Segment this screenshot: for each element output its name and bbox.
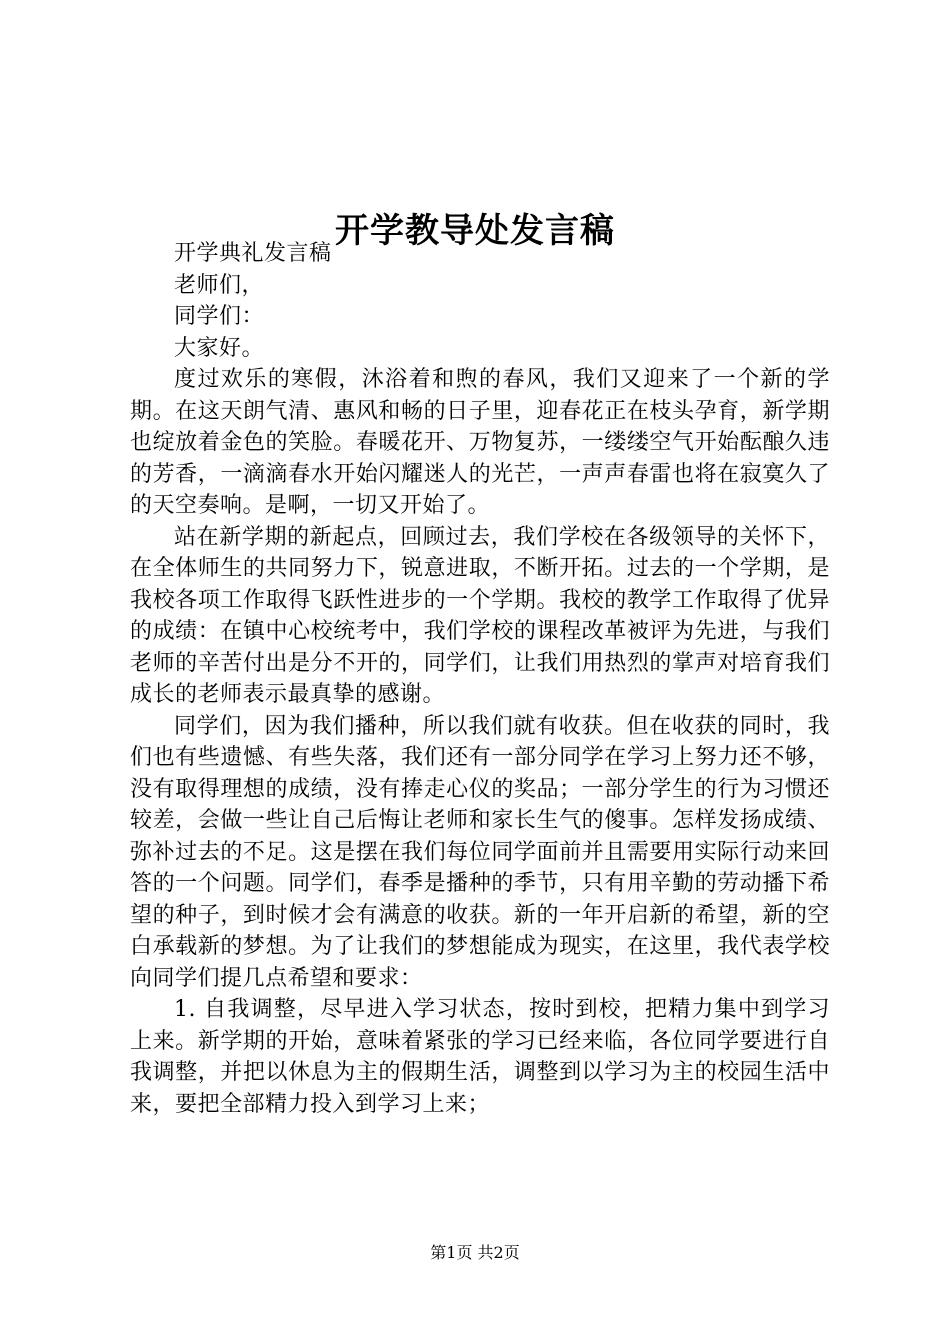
paragraph-heading: 开学典礼发言稿: [174, 241, 332, 266]
paragraph-greeting-teachers: 老师们，: [174, 272, 265, 298]
paragraph-greeting-all: 大家好。: [174, 335, 265, 361]
paragraph-reflection: 同学们，因为我们播种，所以我们就有收获。但在收获的同时，我们也有些遗憾、有些失落，我们还有一部分同学在学习上努力还不够，没有取得理想的成绩，没有捧走心仪的奖品；一部分学生的行为习惯还较差，会做一些让自己后悔让老师和家长生气的傻事。怎样发扬成绩、弥补过去的不足。这是摆在我们每位同学面前并且需要用实际行动来回答的一个问题。同学们，春季是播种的季节，只有用辛勤的劳动播下希望的种子，到时候才会有满意的收获。新的一年开启新的希望，新的空白承载新的梦想。为了让我们的梦想能成为现实，在这里，我代表学校向同学们提几点希望和要求：: [130, 713, 830, 991]
paragraph-requirement-1: 1. 自我调整，尽早进入学习状态，按时到校，把精力集中到学习上来。新学期的开始，意味着紧张的学习已经来临，各位同学要进行自我调整，并把以休息为主的假期生活，调整到以学习为主的校园生活中来，要把全部精力投入到学习上来；: [130, 997, 830, 1117]
paragraph-review: 站在新学期的新起点，回顾过去，我们学校在各级领导的关怀下，在全体师生的共同努力下，锐意进取，不断开拓。过去的一个学期，是我校各项工作取得飞跃性进步的一个学期。我校的教学工作取得了优异的成绩：在镇中心校统考中，我们学校的课程改革被评为先进，与我们老师的辛苦付出是分不开的，同学们，让我们用热烈的掌声对培育我们成长的老师表示最真挚的感谢。: [130, 524, 830, 707]
document-body: [130, 238, 830, 1120]
page-number: 第1页 共2页: [430, 1243, 520, 1262]
document-title: 开学教导处发言稿: [335, 210, 615, 251]
paragraph-spring-intro: 度过欢乐的寒假，沐浴着和煦的春风，我们又迎来了一个新的学期。在这天朗气清、惠风和畅的日子里，迎春花正在枝头孕育，新学期也绽放着金色的笑脸。春暖花开、万物复苏，一缕缕空气开始酝酿久违的芳香，一滴滴春水开始闪耀迷人的光芒，一声声春雷也将在寂寞久了的天空奏响。是啊，一切又开始了。: [130, 367, 830, 518]
paragraph-greeting-students: 同学们：: [174, 304, 265, 329]
